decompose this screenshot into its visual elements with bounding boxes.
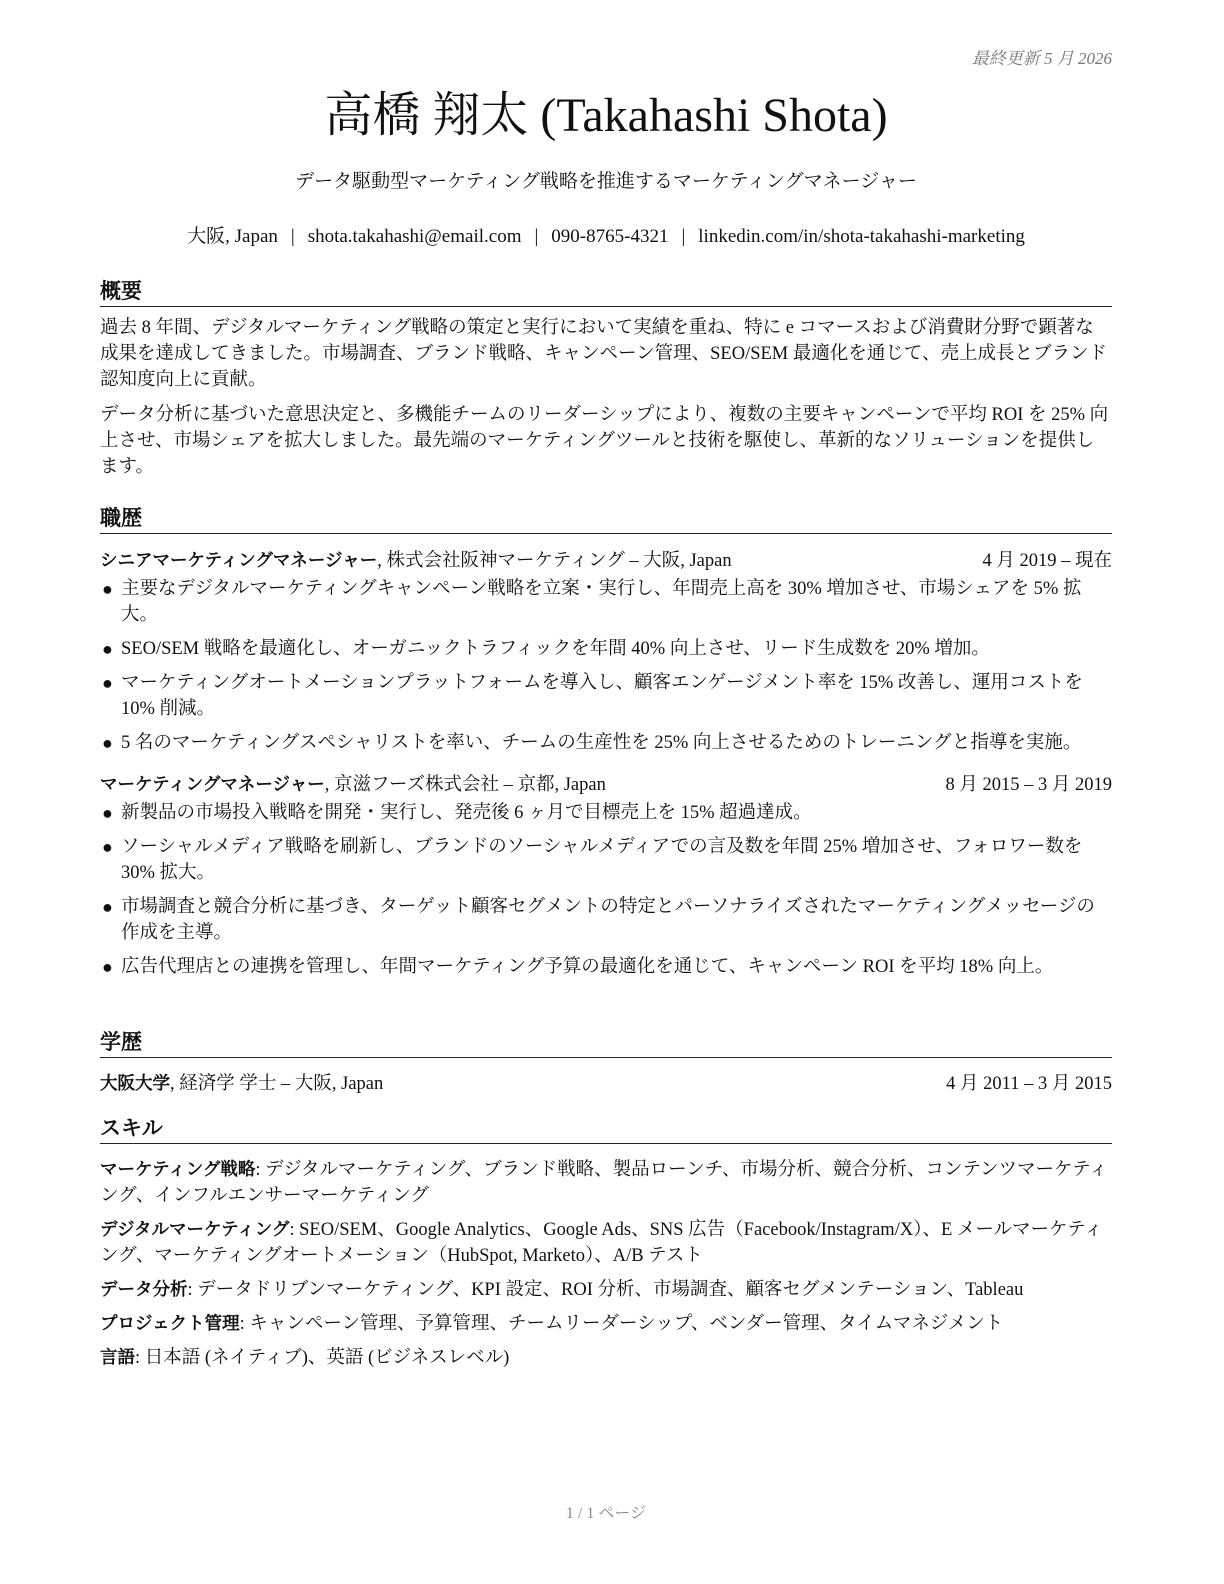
job-org: , 京滋フーズ株式会社 – 京都, Japan bbox=[324, 775, 606, 795]
skill-label: データ分析 bbox=[100, 1280, 188, 1300]
experience-section bbox=[100, 505, 1112, 988]
skill-text: : キャンペーン管理、予算管理、チームリーダーシップ、ベンダー管理、タイムマネジメント bbox=[239, 1314, 1004, 1334]
bullet-icon: ● bbox=[102, 897, 113, 917]
list-item: ● 市場調査と競合分析に基づき、ターゲット顧客セグメントの特定とパーソナライズされたマーケティングメッセージの作成を主導。 bbox=[100, 894, 1112, 946]
list-item: ● SEO/SEM 戦略を最適化し、オーガニックトラフィックを年間 40% 向上させ、リード生成数を 20% 増加。 bbox=[100, 636, 1112, 662]
job-title-org bbox=[100, 548, 732, 574]
education-detail: , 経済学 学士 – 大阪, Japan bbox=[170, 1074, 384, 1094]
contact-linkedin[interactable]: linkedin.com/in/shota-takahashi-marketing bbox=[698, 226, 1025, 247]
section-title-summary: 概要 bbox=[100, 278, 1112, 307]
job-role: マーケティングマネージャー bbox=[100, 775, 325, 795]
bullet-icon: ● bbox=[102, 673, 113, 693]
job-bullets bbox=[100, 800, 1112, 980]
skill-row bbox=[100, 1157, 1112, 1209]
education-school: 大阪大学 bbox=[100, 1074, 170, 1094]
summary-paragraph: データ分析に基づいた意思決定と、多機能チームのリーダーシップにより、複数の主要キャンペーンで平均 ROI を 25% 向上させ、市場シェアを拡大しました。最先端のマーケティングツールと技術を駆使し、革新的なソリューションを提供します。 bbox=[100, 405, 1109, 477]
list-item: ● マーケティングオートメーションプラットフォームを導入し、顧客エンゲージメント率を 15% 改善し、運用コストを 10% 削減。 bbox=[100, 670, 1112, 722]
skill-text: : データドリブンマーケティング、KPI 設定、ROI 分析、市場調査、顧客セグメンテーション、Tableau bbox=[187, 1280, 1024, 1300]
bullet-icon: ● bbox=[102, 639, 113, 659]
page-number: 1 / 1 ページ bbox=[565, 1505, 647, 1522]
education-dates: 4 月 2011 – 3 月 2015 bbox=[946, 1074, 1112, 1094]
list-item: ● 5 名のマーケティングスペシャリストを率い、チームの生産性を 25% 向上させるためのトレーニングと指導を実施。 bbox=[100, 730, 1112, 756]
bullet-icon: ● bbox=[102, 579, 113, 599]
bullet-icon: ● bbox=[102, 803, 113, 823]
job-header bbox=[100, 772, 1112, 798]
contact-email[interactable]: shota.takahashi@email.com bbox=[307, 226, 522, 247]
skill-row bbox=[100, 1217, 1112, 1269]
bullet-icon: ● bbox=[102, 957, 113, 977]
contact-separator: | bbox=[534, 226, 539, 247]
summary-paragraph: 過去 8 年間、デジタルマーケティング戦略の策定と実行において実績を重ね、特に e コマースおよび消費財分野で顕著な成果を達成してきました。市場調査、ブランド戦略、キャンペーン管理、SEO/SEM 最適化を通じて、売上成長とブランド認知度向上に貢献。 bbox=[100, 318, 1108, 390]
section-title-skills: スキル bbox=[100, 1115, 1112, 1144]
skill-row bbox=[100, 1277, 1112, 1303]
bullet-icon: ● bbox=[102, 837, 113, 857]
skill-label: プロジェクト管理 bbox=[100, 1314, 240, 1334]
tagline: データ駆動型マーケティング戦略を推進するマーケティングマネージャー bbox=[295, 171, 917, 192]
education-school-detail bbox=[100, 1071, 383, 1097]
skill-label: デジタルマーケティング bbox=[100, 1220, 290, 1240]
section-title-experience: 職歴 bbox=[100, 505, 1112, 534]
list-item: ● ソーシャルメディア戦略を刷新し、ブランドのソーシャルメディアでの言及数を年間 25% 増加させ、フォロワー数を 30% 拡大。 bbox=[100, 834, 1112, 886]
summary-section bbox=[100, 278, 1112, 480]
bullet-icon: ● bbox=[102, 733, 113, 753]
job-entry bbox=[100, 772, 1112, 980]
skill-row bbox=[100, 1345, 1112, 1371]
last-updated: 最終更新 5 月 2026 bbox=[971, 49, 1112, 68]
job-role: シニアマーケティングマネージャー bbox=[100, 551, 378, 571]
job-dates: 8 月 2015 – 3 月 2019 bbox=[945, 775, 1112, 795]
list-item: ● 主要なデジタルマーケティングキャンペーン戦略を立案・実行し、年間売上高を 30% 増加させ、市場シェアを 5% 拡大。 bbox=[100, 576, 1112, 628]
skill-text: : SEO/SEM、Google Analytics、Google Ads、SNS 広告（Facebook/Instagram/X）、E メールマーケティング、マーケティングオートメーション（HubSpot, Marketo）、A/B テスト bbox=[100, 1220, 1103, 1266]
skill-text: : デジタルマーケティング、ブランド戦略、製品ローンチ、市場分析、競合分析、コンテンツマーケティング、インフルエンサーマーケティング bbox=[100, 1160, 1108, 1206]
skill-row bbox=[100, 1311, 1112, 1337]
contact-line bbox=[100, 223, 1112, 251]
skill-text: : 日本語 (ネイティブ)、英語 (ビジネスレベル) bbox=[135, 1348, 510, 1368]
contact-phone[interactable]: 090-8765-4321 bbox=[551, 226, 669, 247]
candidate-name: 高橋 翔太 (Takahashi Shota) bbox=[324, 89, 888, 142]
job-title-org bbox=[100, 772, 606, 798]
skill-label: 言語 bbox=[100, 1348, 135, 1368]
list-item: ● 広告代理店との連携を管理し、年間マーケティング予算の最適化を通じて、キャンペーン ROI を平均 18% 向上。 bbox=[100, 954, 1112, 980]
resume-page bbox=[100, 0, 1112, 1584]
contact-location: 大阪, Japan bbox=[187, 226, 278, 247]
education-entry bbox=[100, 1071, 1112, 1097]
skill-label: マーケティング戦略 bbox=[100, 1160, 256, 1180]
skills-section bbox=[100, 1115, 1112, 1371]
education-section bbox=[100, 1029, 1112, 1097]
job-dates: 4 月 2019 – 現在 bbox=[982, 551, 1112, 571]
contact-separator: | bbox=[290, 226, 295, 247]
job-org: , 株式会社阪神マーケティング – 大阪, Japan bbox=[377, 551, 732, 571]
job-header bbox=[100, 548, 1112, 574]
section-title-education: 学歴 bbox=[100, 1029, 1112, 1058]
job-entry bbox=[100, 548, 1112, 756]
contact-separator: | bbox=[681, 226, 686, 247]
list-item: ● 新製品の市場投入戦略を開発・実行し、発売後 6 ヶ月で目標売上を 15% 超過達成。 bbox=[100, 800, 1112, 826]
job-bullets bbox=[100, 576, 1112, 756]
